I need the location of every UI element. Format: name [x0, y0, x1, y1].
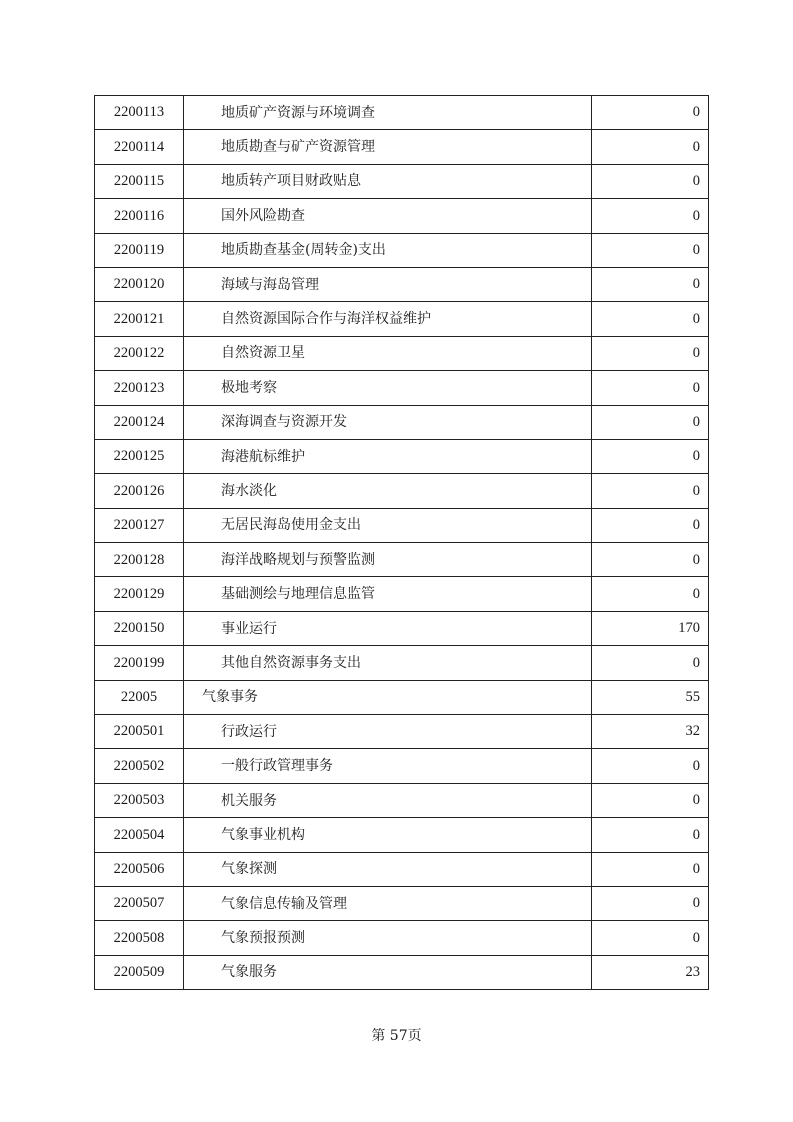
table-row [95, 921, 709, 955]
subject-code-cell: 2200127 [95, 508, 184, 542]
amount-cell: 32 [592, 715, 709, 749]
subject-code-cell: 2200501 [95, 715, 184, 749]
table-row [95, 783, 709, 817]
subject-code-cell: 2200150 [95, 611, 184, 645]
subject-name-cell: 海水淡化 [184, 474, 592, 508]
table-row [95, 405, 709, 439]
amount-cell: 0 [592, 96, 709, 130]
subject-code-cell: 2200508 [95, 921, 184, 955]
subject-name-cell: 气象探测 [184, 852, 592, 886]
amount-cell: 0 [592, 577, 709, 611]
table-row [95, 199, 709, 233]
subject-code-cell: 2200502 [95, 749, 184, 783]
subject-name-cell: 气象服务 [184, 955, 592, 989]
table-row [95, 818, 709, 852]
amount-cell: 0 [592, 336, 709, 370]
amount-cell: 0 [592, 749, 709, 783]
subject-name-cell: 海港航标维护 [184, 439, 592, 473]
table-row [95, 474, 709, 508]
table-row [95, 302, 709, 336]
subject-code-cell: 2200503 [95, 783, 184, 817]
page-number: 第 57页 [371, 1028, 422, 1044]
subject-name-cell: 无居民海岛使用金支出 [184, 508, 592, 542]
amount-cell: 0 [592, 646, 709, 680]
table-row [95, 164, 709, 198]
subject-code-cell: 2200504 [95, 818, 184, 852]
amount-cell: 0 [592, 439, 709, 473]
subject-name-cell: 自然资源卫星 [184, 336, 592, 370]
table-row [95, 130, 709, 164]
table-body [95, 96, 709, 990]
amount-cell: 0 [592, 164, 709, 198]
subject-code-cell: 2200128 [95, 543, 184, 577]
subject-name-cell: 地质矿产资源与环境调查 [184, 96, 592, 130]
subject-code-cell: 2200507 [95, 886, 184, 920]
subject-name-cell: 其他自然资源事务支出 [184, 646, 592, 680]
subject-name-cell: 极地考察 [184, 371, 592, 405]
subject-name-cell: 气象事务 [184, 680, 592, 714]
subject-name-cell: 气象事业机构 [184, 818, 592, 852]
amount-cell: 0 [592, 852, 709, 886]
subject-code-cell: 2200120 [95, 267, 184, 301]
amount-cell: 0 [592, 508, 709, 542]
table-row [95, 508, 709, 542]
subject-code-cell: 2200509 [95, 955, 184, 989]
budget-table [94, 95, 709, 990]
table-row [95, 577, 709, 611]
subject-name-cell: 气象信息传输及管理 [184, 886, 592, 920]
subject-code-cell: 2200119 [95, 233, 184, 267]
table-row [95, 611, 709, 645]
table-row [95, 336, 709, 370]
table-row [95, 749, 709, 783]
subject-name-cell: 海域与海岛管理 [184, 267, 592, 301]
amount-cell: 0 [592, 886, 709, 920]
subject-name-cell: 一般行政管理事务 [184, 749, 592, 783]
table-row [95, 955, 709, 989]
subject-name-cell: 海洋战略规划与预警监测 [184, 543, 592, 577]
subject-code-cell: 2200124 [95, 405, 184, 439]
table-row [95, 371, 709, 405]
subject-name-cell: 地质勘查基金(周转金)支出 [184, 233, 592, 267]
subject-code-cell: 2200123 [95, 371, 184, 405]
table-row [95, 715, 709, 749]
table-row [95, 543, 709, 577]
table-row [95, 96, 709, 130]
subject-name-cell: 气象预报预测 [184, 921, 592, 955]
subject-code-cell: 2200113 [95, 96, 184, 130]
subject-code-cell: 2200114 [95, 130, 184, 164]
subject-code-cell: 2200116 [95, 199, 184, 233]
subject-name-cell: 事业运行 [184, 611, 592, 645]
subject-code-cell: 2200125 [95, 439, 184, 473]
amount-cell: 0 [592, 474, 709, 508]
subject-code-cell: 2200126 [95, 474, 184, 508]
table-row [95, 233, 709, 267]
subject-code-cell: 2200115 [95, 164, 184, 198]
subject-code-cell: 2200121 [95, 302, 184, 336]
amount-cell: 0 [592, 543, 709, 577]
amount-cell: 0 [592, 783, 709, 817]
amount-cell: 0 [592, 371, 709, 405]
subject-code-cell: 2200122 [95, 336, 184, 370]
amount-cell: 23 [592, 955, 709, 989]
subject-name-cell: 深海调查与资源开发 [184, 405, 592, 439]
amount-cell: 0 [592, 233, 709, 267]
table-row [95, 646, 709, 680]
table-row [95, 852, 709, 886]
subject-name-cell: 地质勘查与矿产资源管理 [184, 130, 592, 164]
table-row [95, 680, 709, 714]
subject-name-cell: 自然资源国际合作与海洋权益维护 [184, 302, 592, 336]
subject-name-cell: 国外风险勘查 [184, 199, 592, 233]
subject-code-cell: 2200199 [95, 646, 184, 680]
subject-code-cell: 2200129 [95, 577, 184, 611]
amount-cell: 0 [592, 199, 709, 233]
table-row [95, 439, 709, 473]
subject-name-cell: 地质转产项目财政贴息 [184, 164, 592, 198]
amount-cell: 55 [592, 680, 709, 714]
table-row [95, 886, 709, 920]
amount-cell: 170 [592, 611, 709, 645]
subject-code-cell: 22005 [95, 680, 184, 714]
amount-cell: 0 [592, 921, 709, 955]
amount-cell: 0 [592, 130, 709, 164]
subject-name-cell: 行政运行 [184, 715, 592, 749]
amount-cell: 0 [592, 405, 709, 439]
amount-cell: 0 [592, 267, 709, 301]
table-row [95, 267, 709, 301]
subject-code-cell: 2200506 [95, 852, 184, 886]
amount-cell: 0 [592, 818, 709, 852]
amount-cell: 0 [592, 302, 709, 336]
subject-name-cell: 机关服务 [184, 783, 592, 817]
subject-name-cell: 基础测绘与地理信息监管 [184, 577, 592, 611]
